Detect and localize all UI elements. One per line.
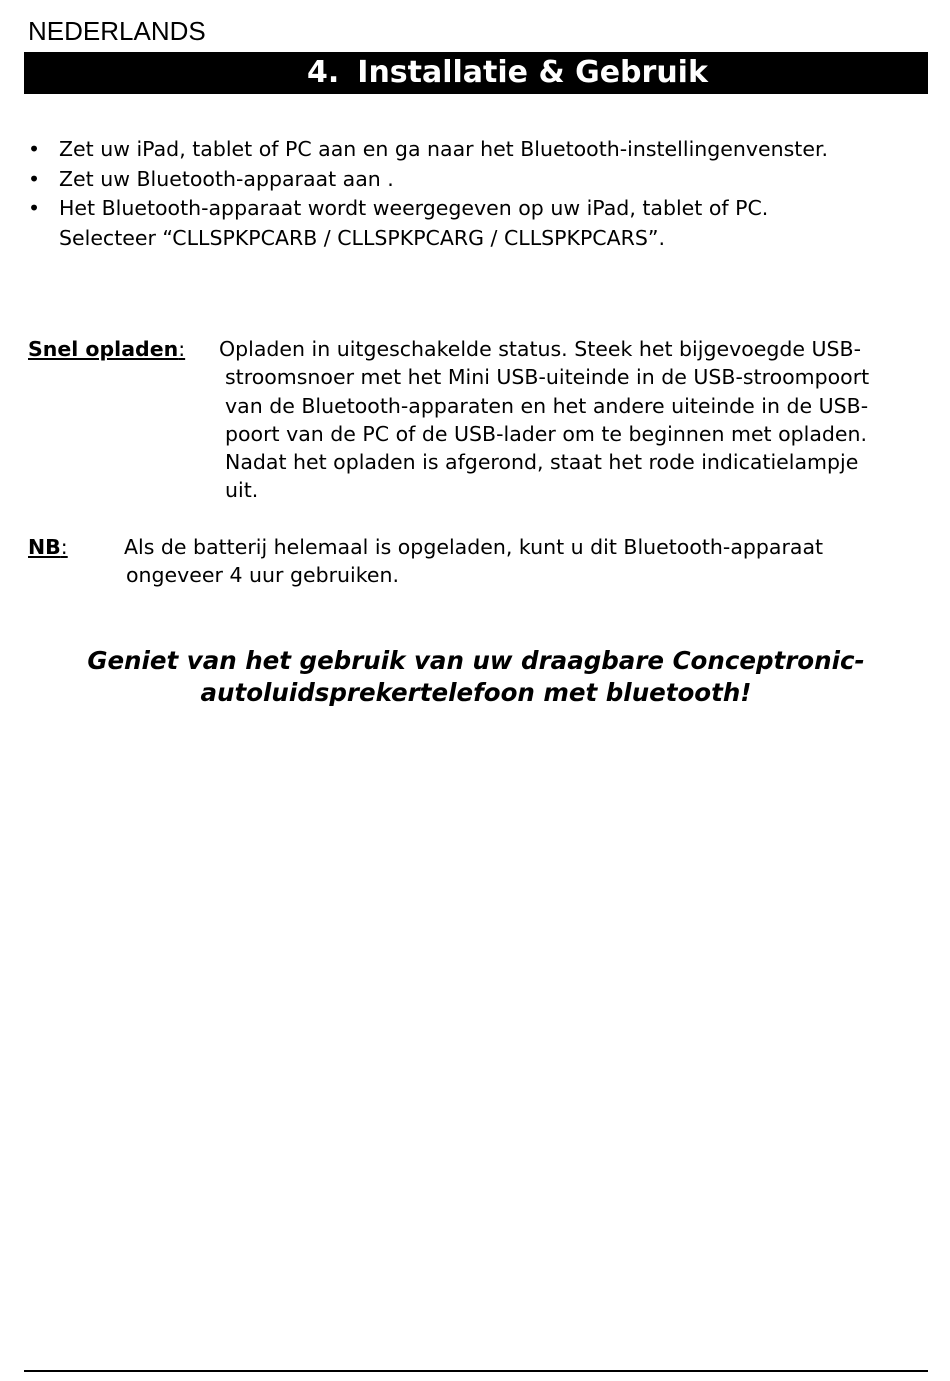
list-item — [28, 135, 928, 165]
language-header: NEDERLANDS — [28, 16, 206, 46]
closing-message: Geniet van het gebruik van uw draagbare Conceptronic- autoluidsprekertelefoon met bluetooth! — [87, 646, 865, 707]
list-item-text: Selecteer “CLLSPKPCARB / CLLSPKPCARG / CLLSPKPCARS”. — [59, 225, 666, 250]
section-title: Installatie & Gebruik — [357, 55, 708, 90]
bullet-icon: • — [28, 166, 41, 191]
quick-charge-section — [28, 335, 928, 510]
quick-charge-text: Opladen in uitgeschakelde status. Steek het bijgevoegde USB- stroomsnoer met het Mini USB-uiteinde in de USB-stroompoort van de Bluetooth-apparaten en het andere uiteinde in de USB- poort van de PC of de USB-lader om te beginnen met opladen. Nadat het opladen is afgerond, staat het rode indicatielampje uit. — [219, 337, 870, 503]
note-label: NB: — [28, 535, 68, 559]
note-text: Als de batterij helemaal is opgeladen, kunt u dit Bluetooth-apparaat ongeveer 4 uur gebruiken. — [124, 535, 824, 588]
section-number: 4. — [307, 55, 340, 90]
list-item-text: Zet uw Bluetooth-apparaat aan . — [59, 166, 394, 191]
footer-divider — [24, 1370, 928, 1372]
list-item — [28, 165, 928, 195]
list-item — [28, 194, 928, 253]
list-item-text: Zet uw iPad, tablet of PC aan en ga naar het Bluetooth-instellingenvenster. — [59, 137, 829, 161]
quick-charge-label: Snel opladen: — [28, 337, 186, 361]
section-title-bar — [24, 52, 928, 94]
steps-list — [28, 135, 928, 253]
bullet-icon: • — [28, 196, 41, 220]
note-section — [28, 533, 928, 593]
bullet-icon: • — [28, 137, 41, 161]
list-item-text: Het Bluetooth-apparaat wordt weergegeven op uw iPad, tablet of PC. — [59, 196, 769, 220]
